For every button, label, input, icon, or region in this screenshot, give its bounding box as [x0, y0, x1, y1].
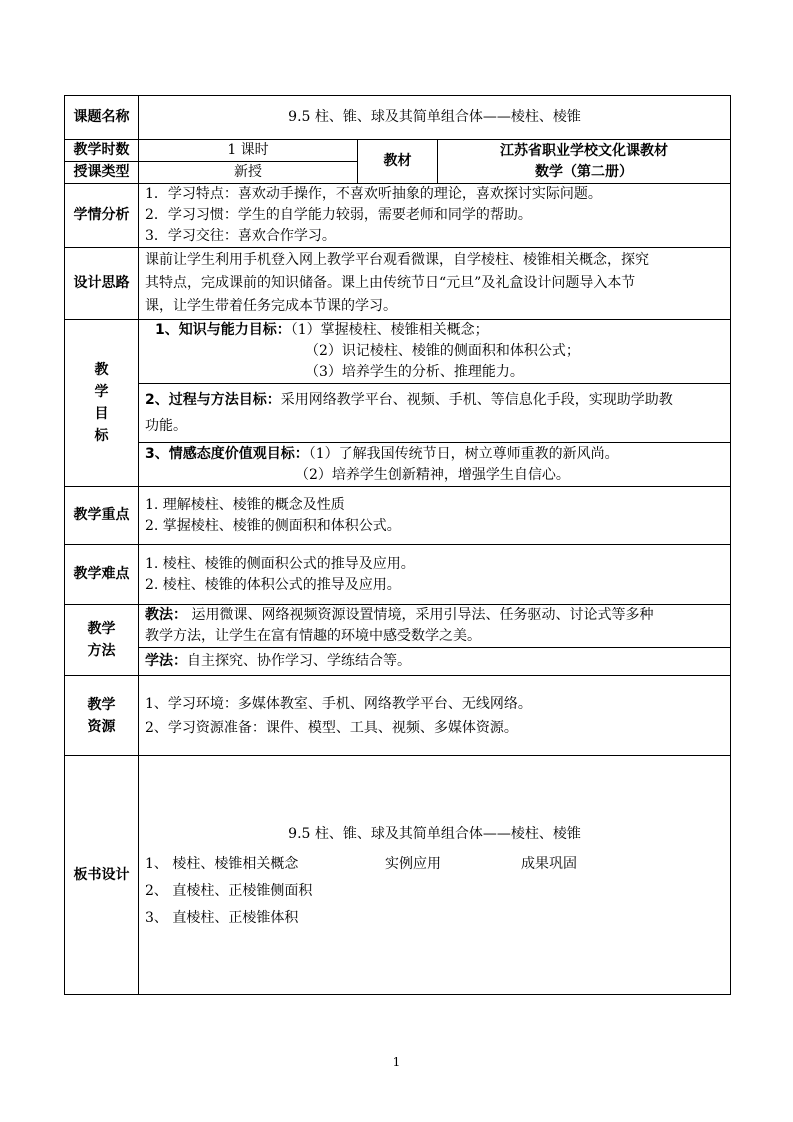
design-line: 其特点，完成课前的知识储备。课上由传统节日“元旦”及礼盒设计问题导入本节 [145, 275, 636, 291]
page-number: 1 [392, 1055, 401, 1069]
analysis-item: 2．学习习惯：学生的自学能力较弱，需要老师和同学的帮助。 [145, 207, 532, 223]
key-point-item: 2. 掌握棱柱、棱锥的侧面积和体积公式。 [145, 517, 401, 534]
knowledge-goal-item: （1）掌握棱柱、棱锥相关概念； [290, 322, 489, 338]
knowledge-goal-item: （2）识记棱柱、棱锥的侧面积和体积公式； [305, 343, 580, 359]
process-goal-text: 采用网络教学平台、视频、手机、等信息化手段，实现助学助教 [280, 392, 673, 408]
methods-label [65, 605, 139, 676]
row-title [65, 96, 731, 140]
goals-label [65, 320, 139, 487]
type-value: 新授 [139, 162, 358, 184]
learn-method [139, 648, 731, 676]
board-item: 实例应用 [385, 856, 441, 872]
row-methods-learn [65, 648, 731, 676]
type-label: 授课类型 [65, 162, 139, 184]
resources-label-line: 教学 [87, 696, 116, 713]
row-goals-knowledge [65, 320, 731, 384]
design-line: 课，让学生带着任务完成本节课的学习。 [145, 298, 397, 314]
row-analysis [65, 184, 731, 248]
difficulties-content [139, 545, 731, 605]
knowledge-goal-title: 1、知识与能力目标： [155, 322, 291, 338]
methods-label-line: 方法 [87, 643, 116, 659]
design-content [139, 248, 731, 320]
resources-label-line: 资源 [87, 718, 116, 735]
knowledge-goal [139, 320, 731, 384]
difficulties-label: 教学难点 [65, 545, 139, 605]
emotion-goal [139, 443, 731, 487]
row-board [65, 756, 731, 995]
lesson-plan-table [64, 95, 731, 995]
textbook-label: 教材 [358, 140, 438, 184]
board-row [145, 851, 724, 878]
board-row: 3、 直棱柱、正棱锥体积 [145, 910, 299, 926]
hours-value: 1 课时 [139, 140, 358, 162]
row-goals-process [65, 384, 731, 443]
title-value: 9.5 柱、锥、球及其简单组合体——棱柱、棱锥 [139, 96, 731, 140]
emotion-goal-item: （1）了解我国传统节日，树立尊师重教的新风尚。 [308, 445, 619, 462]
textbook-line-1: 江苏省职业学校文化课教材 [500, 142, 669, 159]
analysis-item: 1．学习特点：喜欢动手操作，不喜欢听抽象的理论，喜欢探讨实际问题。 [145, 186, 602, 202]
row-design [65, 248, 731, 320]
title-label: 课题名称 [65, 96, 139, 140]
process-goal-title: 2、过程与方法目标： [145, 392, 281, 408]
row-key-points [65, 487, 731, 545]
teach-method-text: 教学方法，让学生在富有情趣的环境中感受数学之美。 [145, 628, 481, 644]
methods-label-line: 教学 [87, 621, 116, 637]
resource-item: 2、学习资源准备：课件、模型、工具、视频、多媒体资源。 [145, 719, 518, 736]
key-points-label: 教学重点 [65, 487, 139, 545]
goals-label-char: 标 [94, 428, 109, 444]
row-difficulties [65, 545, 731, 605]
key-point-item: 1. 理解棱柱、棱锥的概念及性质 [145, 496, 345, 513]
difficulty-item: 1. 棱柱、棱锥的侧面积公式的推导及应用。 [145, 555, 415, 572]
difficulty-item: 2. 棱柱、棱锥的体积公式的推导及应用。 [145, 576, 401, 593]
teach-method-text: 运用微课、网络视频资源设置情境，采用引导法、任务驱动、讨论式等多种 [187, 607, 654, 623]
textbook-line-2: 数学（第二册） [535, 163, 634, 180]
board-row: 2、 直棱柱、正棱锥侧面积 [145, 883, 313, 899]
hours-label: 教学时数 [65, 140, 139, 162]
teach-method [139, 605, 731, 648]
key-points-content [139, 487, 731, 545]
process-goal [139, 384, 731, 443]
design-label: 设计思路 [65, 248, 139, 320]
row-goals-emotion [65, 443, 731, 487]
goals-label-char: 学 [94, 384, 109, 400]
board-content [139, 756, 731, 995]
process-goal-text: 功能。 [145, 418, 187, 434]
learn-method-title: 学法： [145, 653, 187, 669]
design-line: 课前让学生利用手机登入网上教学平台观看微课，自学棱柱、棱锥相关概念，探究 [145, 252, 649, 268]
goals-label-char: 目 [94, 406, 109, 422]
resources-content [139, 676, 731, 756]
teach-method-title: 教法： [145, 607, 187, 623]
board-title: 9.5 柱、锥、球及其简单组合体——棱柱、棱锥 [288, 826, 581, 842]
resource-item: 1、学习环境：多媒体教室、手机、网络教学平台、无线网络。 [145, 695, 532, 712]
emotion-goal-item: （2）培养学生创新精神，增强学生自信心。 [295, 466, 570, 483]
analysis-item: 3．学习交往：喜欢合作学习。 [145, 228, 336, 244]
emotion-goal-title: 3、情感态度价值观目标： [145, 445, 309, 462]
analysis-content [139, 184, 731, 248]
board-item: 成果巩固 [521, 856, 577, 872]
goals-label-char: 教 [94, 362, 109, 378]
board-label: 板书设计 [65, 756, 139, 995]
analysis-label: 学情分析 [65, 184, 139, 248]
row-methods-teach [65, 605, 731, 648]
learn-method-text: 自主探究、协作学习、学练结合等。 [187, 653, 411, 669]
knowledge-goal-item: （3）培养学生的分析、推理能力。 [305, 364, 524, 380]
row-resources [65, 676, 731, 756]
resources-label [65, 676, 139, 756]
board-item: 1、 棱柱、棱锥相关概念 [145, 856, 299, 872]
row-hours [65, 140, 731, 162]
textbook-value [438, 140, 731, 184]
